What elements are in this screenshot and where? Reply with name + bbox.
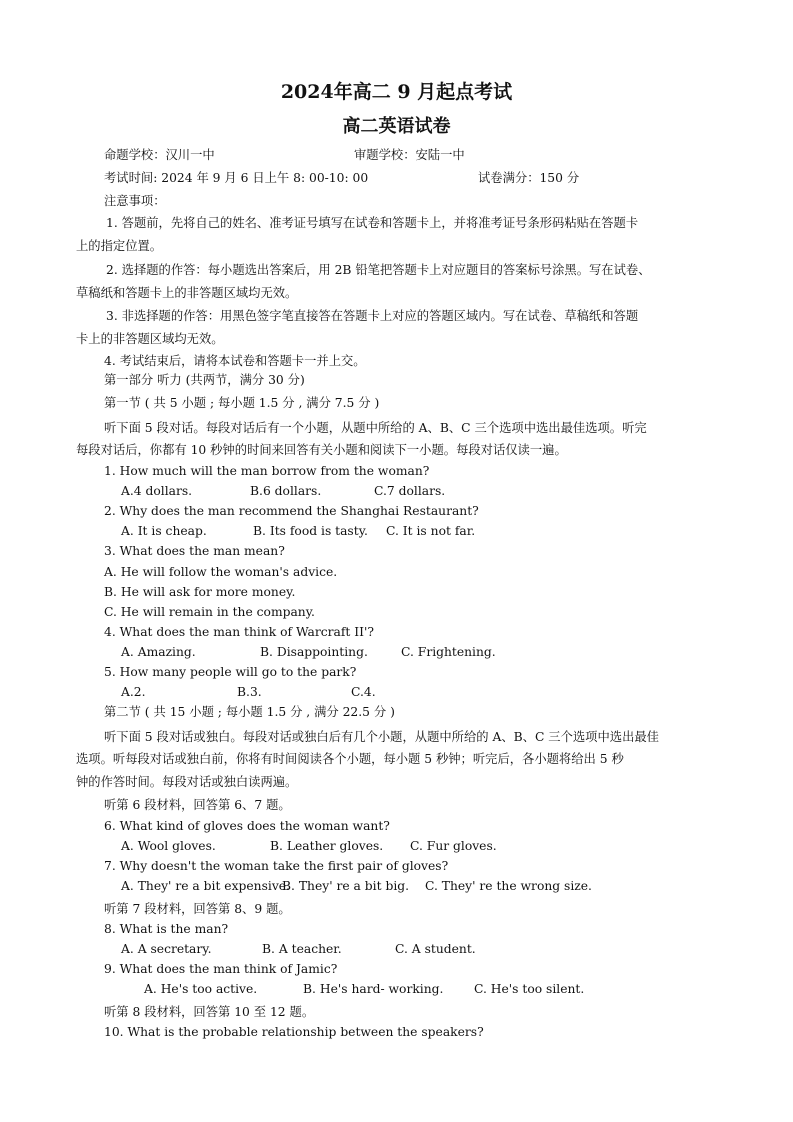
- q6-option-a: A. Wool gloves.: [121, 839, 216, 853]
- question-4: 4. What does the man think of Warcraft II'?: [104, 625, 374, 639]
- q2-option-c: C. It is not far.: [386, 524, 476, 538]
- q6-option-b: B. Leather gloves.: [270, 839, 384, 853]
- q4-option-c: C. Frightening.: [401, 645, 496, 659]
- section2-instructions-line-1: 听下面 5 段对话或独白。每段对话或独白后有几个小题，从题中所给的 A、B、C 三个选项中选出最佳: [104, 730, 659, 744]
- material-6-heading: 听第 6 段材料，回答第 6、7 题。: [104, 798, 291, 812]
- q7-option-a: A. They' re a bit expensive.: [121, 879, 290, 893]
- section1-instructions-line-2: 每段对话后，你都有 10 秒钟的时间来回答有关小题和阅读下一小题。每段对话仅读一遍。: [76, 443, 567, 457]
- question-1: 1. How much will the man borrow from the woman?: [104, 464, 430, 478]
- section2-title: 第二节 ( 共 15 小题 ; 每小题 1.5 分 , 满分 22.5 分 ): [104, 705, 395, 719]
- notes-label: 注意事项：: [104, 194, 166, 208]
- note-3-line-1: 3. 非选择题的作答：用黑色签字笔直接答在答题卡上对应的答题区域内。写在试卷、草稿纸和答题: [106, 309, 639, 323]
- note-1-line-2: 上的指定位置。: [76, 239, 163, 253]
- q5-option-b: B.3.: [237, 685, 262, 699]
- q1-option-b: B.6 dollars.: [250, 484, 322, 498]
- full-score: 试卷满分：150 分: [478, 171, 580, 185]
- q9-option-c: C. He's too silent.: [474, 982, 585, 996]
- q3-option-a: A. He will follow the woman's advice.: [104, 565, 338, 579]
- note-1-line-1: 1. 答题前，先将自己的姓名、准考证号填写在试卷和答题卡上，并将准考证号条形码粘贴在答题卡: [106, 216, 639, 230]
- material-8-heading: 听第 8 段材料，回答第 10 至 12 题。: [104, 1005, 315, 1019]
- q8-option-a: A. A secretary.: [121, 942, 212, 956]
- exam-time: 考试时间: 2024 年 9 月 6 日上午 8: 00-10: 00: [104, 171, 369, 185]
- q2-option-b: B. Its food is tasty.: [253, 524, 368, 538]
- material-7-heading: 听第 7 段材料，回答第 8、9 题。: [104, 902, 291, 916]
- q3-option-c: C. He will remain in the company.: [104, 605, 315, 619]
- note-4: 4. 考试结束后，请将本试卷和答题卡一并上交。: [104, 354, 366, 368]
- reviewed-by-school: 审题学校：安陆一中: [354, 148, 465, 162]
- q1-option-a: A.4 dollars.: [121, 484, 193, 498]
- section1-title: 第一节 ( 共 5 小题 ; 每小题 1.5 分 , 满分 7.5 分 ): [104, 396, 380, 410]
- part1-title: 第一部分 听力 (共两节，满分 30 分): [104, 373, 305, 387]
- question-5: 5. How many people will go to the park?: [104, 665, 357, 679]
- note-2-line-2: 草稿纸和答题卡上的非答题区域均无效。: [76, 286, 298, 300]
- question-9: 9. What does the man think of Jamic?: [104, 962, 338, 976]
- question-2: 2. Why does the man recommend the Shanghai Restaurant?: [104, 504, 479, 518]
- q5-option-c: C.4.: [351, 685, 376, 699]
- section1-instructions-line-1: 听下面 5 段对话。每段对话后有一个小题，从题中所给的 A、B、C 三个选项中选出最佳选项。听完: [104, 421, 647, 435]
- q5-option-a: A.2.: [121, 685, 146, 699]
- note-3-line-2: 卡上的非答题区域均无效。: [76, 332, 224, 346]
- q6-option-c: C. Fur gloves.: [410, 839, 497, 853]
- q9-option-b: B. He's hard- working.: [303, 982, 444, 996]
- q4-option-a: A. Amazing.: [121, 645, 196, 659]
- question-6: 6. What kind of gloves does the woman want?: [104, 819, 390, 833]
- question-10: 10. What is the probable relationship between the speakers?: [104, 1025, 484, 1039]
- q8-option-c: C. A student.: [395, 942, 476, 956]
- question-3: 3. What does the man mean?: [104, 544, 285, 558]
- section2-instructions-line-3: 钟的作答时间。每段对话或独白读两遍。: [76, 775, 298, 789]
- q8-option-b: B. A teacher.: [262, 942, 342, 956]
- q7-option-b: B. They' re a bit big.: [282, 879, 410, 893]
- q9-option-a: A. He's too active.: [144, 982, 258, 996]
- exam-subtitle: 高二英语试卷: [342, 116, 451, 137]
- note-2-line-1: 2. 选择题的作答：每小题选出答案后，用 2B 铅笔把答题卡上对应题目的答案标号涂黑。写在试卷、: [106, 263, 651, 277]
- section2-instructions-line-2: 选项。听每段对话或独白前，你将有时间阅读各个小题，每小题 5 秒钟；听完后，各小题将给出 5 秒: [76, 752, 624, 766]
- q7-option-c: C. They' re the wrong size.: [425, 879, 592, 893]
- exam-title: 2024年高二 9 月起点考试: [280, 81, 513, 103]
- q2-option-a: A. It is cheap.: [121, 524, 207, 538]
- q4-option-b: B. Disappointing.: [260, 645, 368, 659]
- q1-option-c: C.7 dollars.: [374, 484, 446, 498]
- question-7: 7. Why doesn't the woman take the first pair of gloves?: [104, 859, 449, 873]
- q3-option-b: B. He will ask for more money.: [104, 585, 296, 599]
- question-8: 8. What is the man?: [104, 922, 229, 936]
- made-by-school: 命题学校：汉川一中: [104, 148, 215, 162]
